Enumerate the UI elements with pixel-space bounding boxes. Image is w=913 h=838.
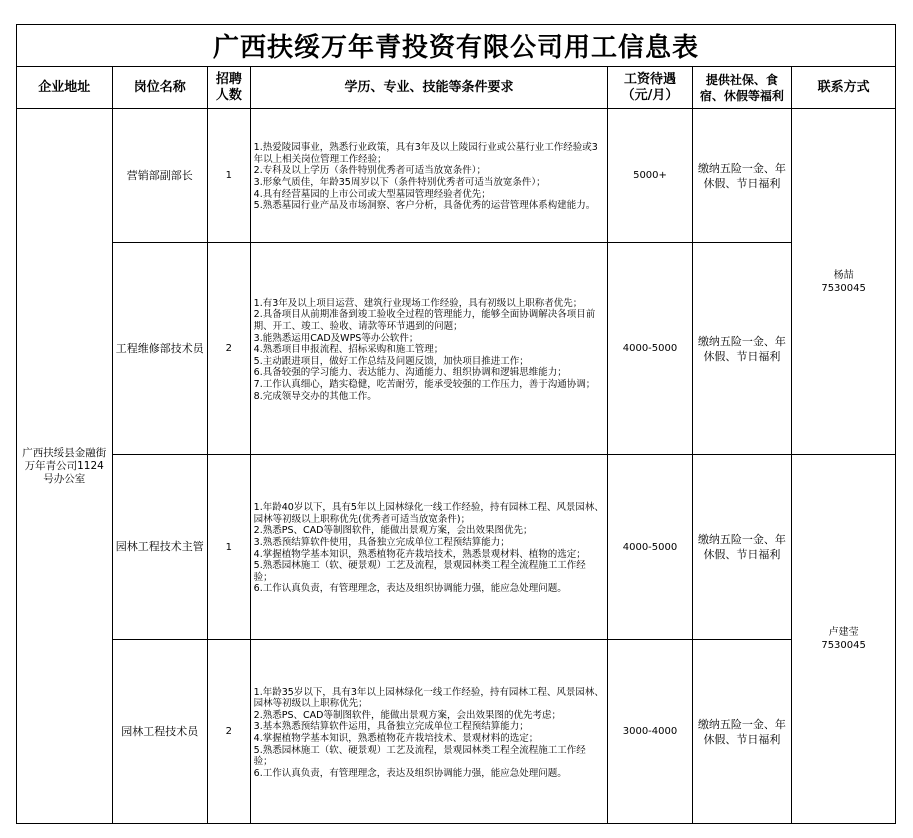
contact-phone: 7530045: [821, 640, 866, 651]
requirements: [250, 243, 608, 455]
headcount: 1: [208, 109, 251, 243]
requirement-item: 1.年龄35岁以下，具有3年以上园林绿化一线工作经验，持有园林工程、风景园林、园林等初级以上职称优先；: [253, 686, 604, 710]
table-row: [17, 640, 896, 824]
requirement-item: 5.熟悉园林施工（软、硬景观）工艺及流程，景观园林类工程全流程施工工作经验；: [253, 744, 586, 768]
salary: 4000-5000: [608, 455, 692, 640]
requirement-item: 8.完成领导交办的其他工作。: [253, 390, 377, 402]
requirement-item: 1.热爱陵园事业，熟悉行业政策，具有3年及以上陵园行业或公墓行业工作经验或3年以上相关岗位管理工作经验；: [253, 142, 598, 165]
header-benefits: 提供社保、食宿、休假等福利: [692, 67, 792, 109]
table-row: [17, 455, 896, 640]
benefits: 缴纳五险一金、年休假、节日福利: [692, 243, 792, 455]
header-count: 招聘人数: [208, 67, 251, 109]
contact-phone: 7530045: [821, 282, 866, 294]
headcount: 1: [208, 455, 251, 640]
headcount: 2: [208, 243, 251, 455]
salary: 4000-5000: [608, 243, 692, 455]
requirement-item: 2.熟悉PS、CAD等制图软件，能做出景观方案，会出效果图优先；: [253, 525, 533, 537]
recruitment-table: [16, 24, 896, 824]
benefits: 缴纳五险一金、年休假、节日福利: [692, 640, 792, 824]
header-salary: 工资待遇（元/月）: [608, 67, 692, 109]
recruitment-sheet: [16, 24, 896, 824]
requirement-item: 6.工作认真负责，有管理理念，表达及组织协调能力强，能应急处理问题。: [253, 583, 567, 595]
requirement-item: 5.熟悉园林施工（软、硬景观）工艺及流程，景观园林类工程全流程施工工作经验；: [253, 560, 586, 583]
requirement-item: 2.熟悉PS、CAD等制图软件，能做出景观方案，会出效果图的优先考虑；: [253, 709, 561, 721]
requirement-item: 4.熟悉项目申报流程、招标采购和施工管理；: [253, 344, 444, 356]
requirement-item: 5.主动跟进项目，做好工作总结及问题反馈，加快项目推进工作；: [253, 355, 529, 367]
requirement-item: 2.具备项目从前期准备到竣工验收全过程的管理能力，能够全面协调解决各项目前期、开工、竣工、验收、请款等环节遇到的问题；: [253, 309, 596, 333]
requirement-item: 3.能熟悉运用CAD及WPS等办公软件；: [253, 332, 419, 344]
salary: 3000-4000: [608, 640, 692, 824]
table-title: 广西扶绥万年青投资有限公司用工信息表: [17, 25, 896, 67]
benefits: 缴纳五险一金、年休假、节日福利: [692, 455, 792, 640]
requirement-item: 1.有3年及以上项目运营、建筑行业现场工作经验，具有初级以上职称者优先；: [253, 297, 583, 309]
requirement-item: 2.专科及以上学历（条件特别优秀者可适当放宽条件）；: [253, 165, 486, 177]
benefits: 缴纳五险一金、年休假、节日福利: [692, 109, 792, 243]
contact-cell: [792, 455, 896, 824]
contact-name: 卢建莹: [828, 627, 859, 638]
position-name: 工程维修部技术员: [112, 243, 208, 455]
requirement-item: 3.基本熟悉预结算软件运用，具备独立完成单位工程预结算能力；: [253, 721, 529, 733]
requirement-item: 4.具有经营墓园的上市公司或大型墓园管理经验者优先；: [253, 188, 491, 200]
position-name: 营销部副部长: [112, 109, 208, 243]
requirement-item: 6.具备较强的学习能力、表达能力、沟通能力、组织协调和逻辑思维能力；: [253, 367, 567, 379]
position-name: 园林工程技术员: [112, 640, 208, 824]
requirements: [250, 109, 608, 243]
requirement-item: 7.工作认真细心，踏实稳健，吃苦耐劳，能承受较强的工作压力，善于沟通协调；: [253, 378, 596, 390]
requirements: [250, 640, 608, 824]
requirement-item: 4.掌握植物学基本知识，熟悉植物花卉栽培技术、景观材料的选定；: [253, 733, 539, 744]
headcount: 2: [208, 640, 251, 824]
requirement-item: 5.熟悉墓园行业产品及市场洞察、客户分析，具备优秀的运营管理体系构建能力。: [253, 200, 596, 212]
requirement-item: 4.掌握植物学基本知识，熟悉植物花卉栽培技术，熟悉景观材料、植物的选定；: [253, 548, 586, 560]
requirement-item: 3.形象气质佳，年龄35周岁以下（条件特别优秀者可适当放宽条件）；: [253, 177, 546, 188]
contact-cell: [792, 109, 896, 455]
position-name: 园林工程技术主管: [112, 455, 208, 640]
requirement-item: 6.工作认真负责，有管理理念，表达及组织协调能力强，能应急处理问题。: [253, 767, 567, 779]
requirement-item: 3.熟悉预结算软件使用，具备独立完成单位工程预结算能力；: [253, 536, 510, 548]
table-row: [17, 243, 896, 455]
header-contact: 联系方式: [792, 67, 896, 109]
table-row: [17, 109, 896, 243]
header-row: [17, 67, 896, 109]
requirement-item: 1.年龄40岁以下，具有5年以上园林绿化一线工作经验，持有园林工程、风景园林、园林等初级以上职称优先(优秀者可适当放宽条件)；: [253, 502, 604, 525]
header-position: 岗位名称: [112, 67, 208, 109]
contact-name: 杨喆: [833, 269, 854, 281]
header-requirements: 学历、专业、技能等条件要求: [250, 67, 608, 109]
requirements: [250, 455, 608, 640]
company-address: 广西扶绥县金融街万年青公司1124号办公室: [17, 109, 113, 824]
header-address: 企业地址: [17, 67, 113, 109]
salary: 5000+: [608, 109, 692, 243]
